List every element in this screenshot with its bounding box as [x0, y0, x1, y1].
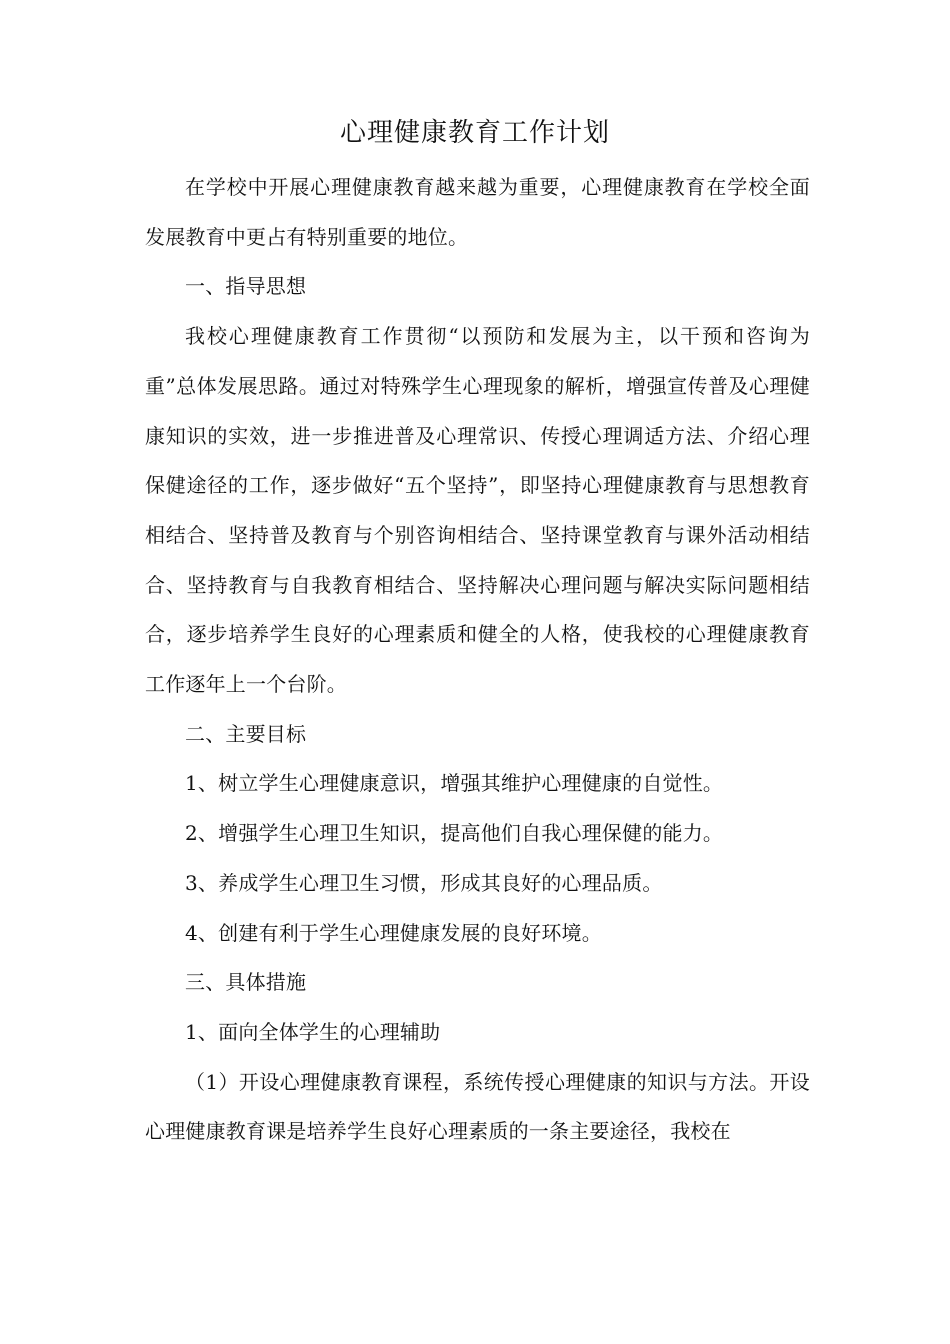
measure-subheading-1: 1、面向全体学生的心理辅助	[185, 1019, 441, 1044]
section-heading-specific-measures: 三、具体措施	[185, 970, 307, 995]
goal-item-2: 2、增强学生心理卫生知识，提高他们自我心理保健的能力。	[185, 821, 724, 846]
measure-paragraph-1: （1）开设心理健康教育课程，系统传授心理健康的知识与方法。开设心理健康教育课是培养学生良好心理素质的一条主要途径，我校在	[145, 1069, 810, 1144]
goal-item-1: 1、树立学生心理健康意识，增强其维护心理健康的自觉性。	[185, 771, 724, 796]
document-title: 心理健康教育工作计划	[339, 118, 610, 148]
section-heading-guiding-ideology: 一、指导思想	[185, 274, 307, 299]
intro-paragraph: 在学校中开展心理健康教育越来越为重要，心理健康教育在学校全面发展教育中更占有特别重要的地位。	[145, 175, 810, 249]
section-heading-main-goals: 二、主要目标	[185, 721, 307, 746]
guiding-ideology-paragraph: 我校心理健康教育工作贯彻“以预防和发展为主，以干预和咨询为重”总体发展思路。通过对特殊学生心理现象的解析，增强宣传普及心理健康知识的实效，进一步推进普及心理常识、传授心理调适方法、介绍心理保健途径的工作，逐步做好“五个坚持”，即坚持心理健康教育与思想教育相结合、坚持普及教育与个别咨询相结合、坚持课堂教育与课外活动相结合、坚持教育与自我教育相结合、坚持解决心理问题与解决实际问题相结合，逐步培养学生良好的心理素质和健全的人格，使我校的心理健康教育工作逐年上一个台阶。	[145, 324, 810, 697]
document-body	[145, 163, 810, 1157]
goal-item-4: 4、创建有利于学生心理健康发展的良好环境。	[185, 920, 602, 945]
goal-item-3: 3、养成学生心理卫生习惯，形成其良好的心理品质。	[185, 870, 663, 895]
